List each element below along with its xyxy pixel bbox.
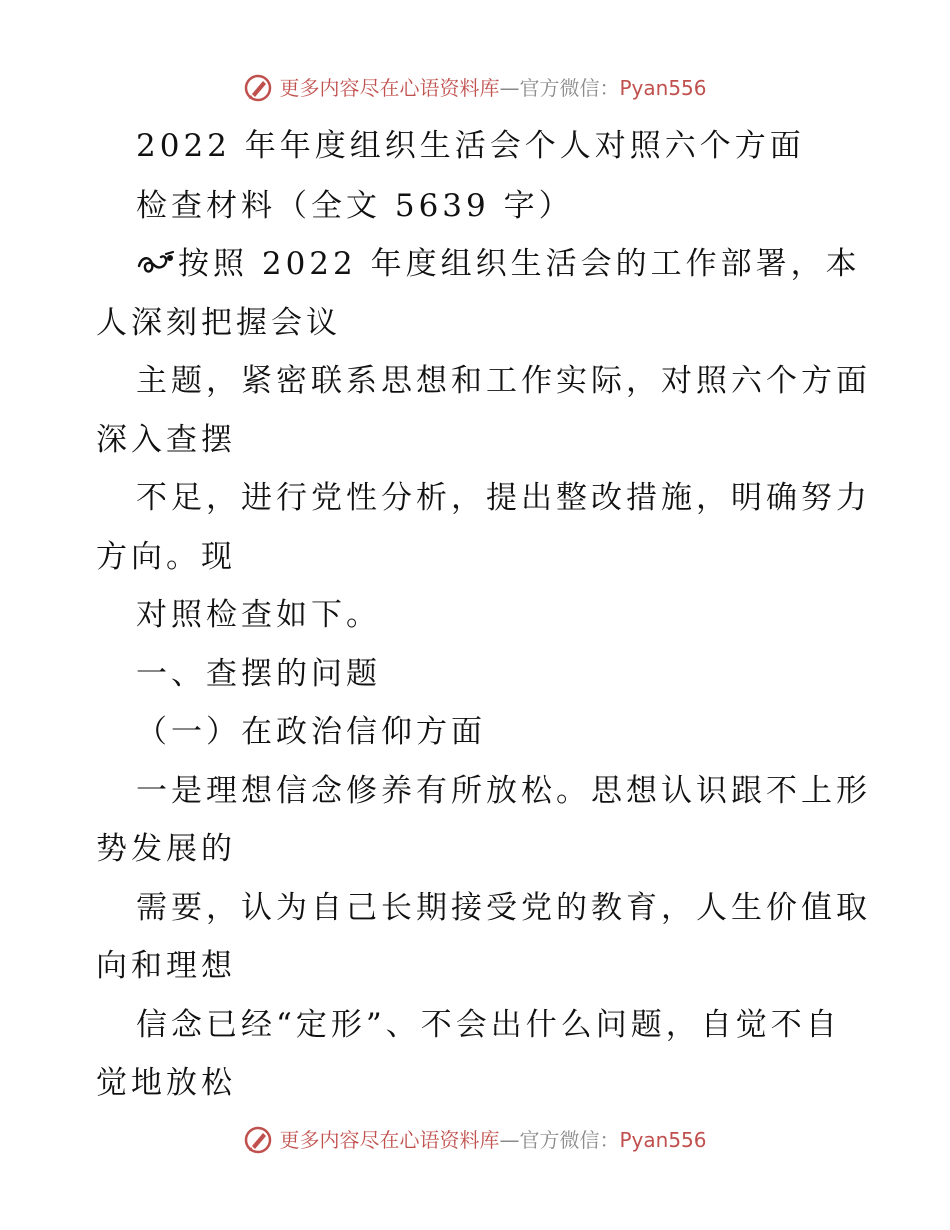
- paragraph-text: 按照 2022 年度组织生活会的工作部署，本: [178, 246, 861, 282]
- paragraph-line: 方向。现: [96, 539, 236, 575]
- watermark-separator: —: [499, 76, 520, 100]
- footer-watermark: [0, 1125, 950, 1155]
- header-watermark: [0, 73, 950, 103]
- paragraph-line: 深入查摆: [96, 422, 236, 458]
- pen-logo-icon: [243, 1125, 273, 1155]
- paragraph-line: 一是理想信念修养有所放松。思想认识跟不上形: [136, 773, 871, 809]
- paragraph-line: 信念已经“定形”、不会出什么问题，自觉不自: [136, 1007, 841, 1043]
- paragraph-line: 觉地放松: [96, 1065, 236, 1101]
- watermark-main-text: 更多内容尽在心语资料库: [279, 76, 500, 100]
- subsection-heading: （一）在政治信仰方面: [136, 714, 486, 750]
- watermark-account: Pyan556: [619, 1128, 707, 1152]
- watermark-sub-text: 官方微信：: [519, 1128, 620, 1152]
- pen-logo-icon: [243, 73, 273, 103]
- paragraph-line: 需要，认为自己长期接受党的教育，人生价值取: [136, 890, 871, 926]
- paragraph-line: 对照检查如下。: [136, 597, 381, 633]
- paragraph-line: 主题，紧密联系思想和工作实际，对照六个方面: [136, 363, 871, 399]
- paragraph-line: 人深刻把握会议: [96, 305, 341, 341]
- watermark-sub-text: 官方微信：: [519, 76, 620, 100]
- watermark-account: Pyan556: [619, 76, 707, 100]
- ornament-bullet-icon: [136, 248, 176, 278]
- paragraph-line: 势发展的: [96, 831, 236, 867]
- document-title-line-2: 检查材料（全文 5639 字）: [136, 188, 574, 224]
- document-title-line-1: 2022 年年度组织生活会个人对照六个方面: [136, 128, 805, 164]
- paragraph-line: [136, 242, 861, 286]
- watermark-separator: —: [499, 1128, 520, 1152]
- section-heading: 一、查摆的问题: [136, 656, 381, 692]
- watermark-main-text: 更多内容尽在心语资料库: [279, 1128, 500, 1152]
- paragraph-line: 向和理想: [96, 948, 236, 984]
- paragraph-line: 不足，进行党性分析，提出整改措施，明确努力: [136, 480, 871, 516]
